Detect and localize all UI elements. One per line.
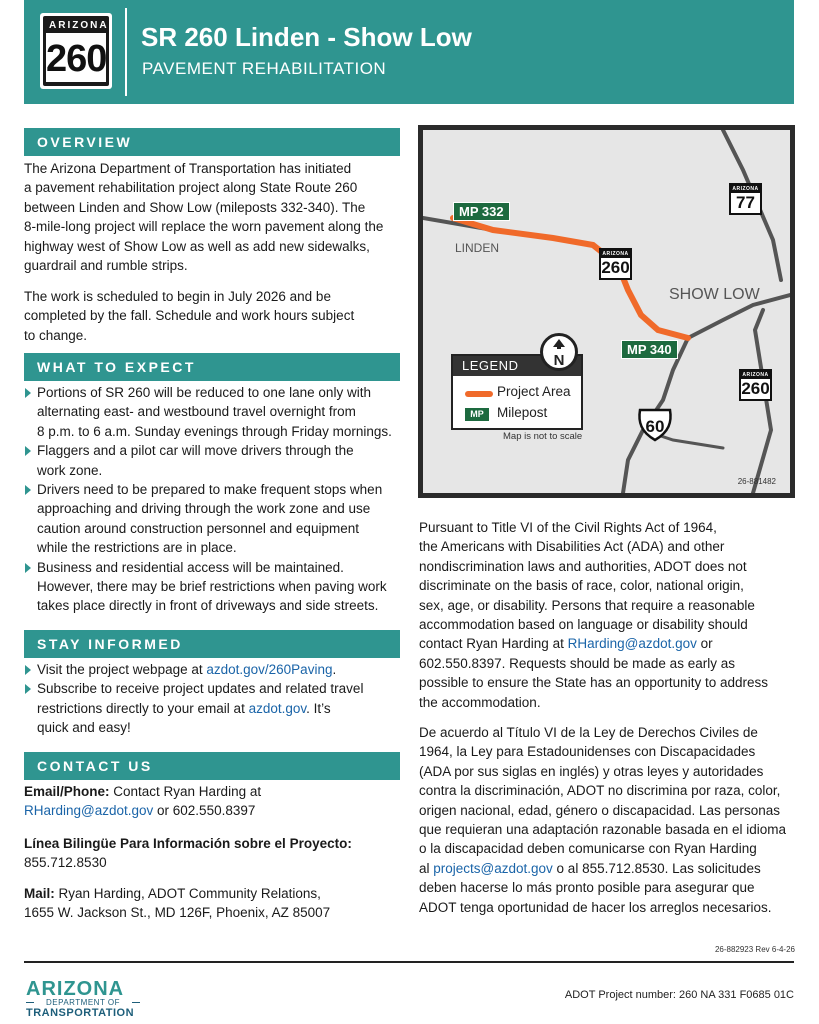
us-60-shield-icon (637, 408, 673, 442)
north-arrow-icon (540, 333, 578, 371)
title-vi-email-link[interactable]: RHarding@azdot.gov (567, 636, 697, 652)
header-banner (24, 0, 794, 104)
title-vi-spanish: De acuerdo al Título VI de la Ley de Derechos Civiles de 1964, la Ley para Estadounidenses con Discapacidades (ADA por sus siglas en inglés) y otras leyes y autoridades contra la discriminación, ADOT no discrimina por raza, color, origen nacional, edad, género o discapacidad. Las personas que requieran una adaptación razonable basada en el idioma o la discapacidad deben comunicarse con Ryan Harding al projects@azdot.gov o al 855.712.8530. Las solicitudes deben hacerse lo más pronto posible para asegurar que ADOT tenga oportunidad de hacer los arreglos necesarios. (419, 725, 787, 915)
banner-divider (125, 8, 127, 96)
overview-paragraph-1: The Arizona Department of Transportation has initiated a pavement rehabilitation project along State Route 260 between Linden and Show Low (mileposts 332-340). The 8-mile-long project will replace the worn pavement along the highway west of Show Low as well as add new sidewalks, guardrail and rumble strips. (24, 161, 384, 274)
route-260-shield-icon: ARIZONA 260 (599, 248, 632, 280)
legend-project-area: Project Area (497, 384, 571, 399)
footer-divider (24, 961, 794, 963)
contact-email-phone: Email/Phone: Contact Ryan Harding at RHarding@azdot.gov or 602.550.8397 (24, 784, 262, 819)
project-area-swatch (465, 391, 493, 397)
projects-email-link[interactable]: projects@azdot.gov (433, 860, 553, 876)
contact-mail: Mail: Ryan Harding, ADOT Community Relations, 1655 W. Jackson St., MD 126F, Phoenix, AZ 85007 (24, 886, 331, 921)
route-260-shield-icon: ARIZONA 260 (739, 369, 772, 401)
list-item: Flaggers and a pilot car will move drivers through the work zone. (24, 441, 392, 480)
list-item: Drivers need to be prepared to make frequent stops when approaching and driving through the work zone and use caution around construction personnel and equipment while the restrictions are in place. (24, 480, 392, 558)
contact-email-link[interactable]: RHarding@azdot.gov (24, 803, 154, 819)
project-number: ADOT Project number: 260 NA 331 F0685 01C (564, 989, 794, 1001)
contact-bilingual: Línea Bilingüe Para Información sobre el Proyecto: 855.712.8530 (24, 836, 352, 871)
azdot-link[interactable]: azdot.gov (248, 700, 307, 716)
project-map (418, 125, 795, 498)
milepost-332-label: MP 332 (453, 202, 510, 221)
shield-route-number: 260 (46, 38, 107, 80)
legend-title: LEGEND (453, 356, 581, 376)
stay-informed-list (24, 660, 363, 738)
document-code: 26-882923 Rev 6-4-26 (714, 945, 795, 954)
overview-paragraph-2: The work is scheduled to begin in July 2026 and be completed by the fall. Schedule and work hours subject to change. (24, 289, 355, 343)
route-77-shield-icon: ARIZONA 77 (729, 183, 762, 215)
list-item: Visit the project webpage at azdot.gov/260Paving. (24, 660, 363, 679)
project-webpage-link[interactable]: azdot.gov/260Paving (206, 662, 333, 677)
page-subtitle: PAVEMENT REHABILITATION (142, 59, 387, 78)
us-60-number: 60 (645, 417, 665, 436)
milepost-340-label: MP 340 (621, 340, 678, 359)
linden-label: LINDEN (455, 241, 500, 255)
title-vi-english: Pursuant to Title VI of the Civil Rights Act of 1964, the Americans with Disabilities Act (ADA) and other nondiscrimination laws and authorities, ADOT does not discriminate on the basis of race, color, national origin, sex, age, or disability. Persons that require a reasonable accommodation based on language or disability should contact Ryan Harding at RHarding@azdot.gov or 602.550.8397. Requests should be made as early as possible to ensure the State has an opportunity to address the accommodation. (419, 520, 768, 710)
list-item: Portions of SR 260 will be reduced to one lane only with alternating east- and westbound travel overnight from 8 p.m. to 6 a.m. Sunday evenings through Friday mornings. (24, 383, 392, 441)
logo-transportation: TRANSPORTATION (26, 1007, 135, 1019)
map-code: 26-881482 (737, 477, 776, 486)
north-letter: N (553, 352, 565, 368)
what-to-expect-list (24, 383, 392, 616)
logo-state: ARIZONA (26, 978, 125, 1000)
route-260-shield-icon (40, 13, 112, 89)
map-scale-note: Map is not to scale (503, 431, 583, 442)
list-item: Subscribe to receive project updates and related travel restrictions directly to your email at azdot.gov. It’s quick and easy! (24, 679, 363, 737)
stay-informed-heading: STAY INFORMED (24, 630, 400, 658)
page-title: SR 260 Linden - Show Low (141, 22, 472, 52)
show-low-label: SHOW LOW (669, 286, 760, 303)
overview-heading: OVERVIEW (24, 128, 400, 156)
logo-department: DEPARTMENT OF (45, 998, 121, 1007)
contact-us-heading: CONTACT US (24, 752, 400, 780)
legend-milepost: Milepost (497, 405, 548, 420)
list-item: Business and residential access will be maintained. However, there may be brief restrictions when paving work takes place directly in front of driveways and side streets. (24, 558, 392, 616)
what-to-expect-heading: WHAT TO EXPECT (24, 353, 400, 381)
milepost-badge: MP (465, 408, 489, 421)
shield-state-label: ARIZONA (49, 20, 109, 31)
